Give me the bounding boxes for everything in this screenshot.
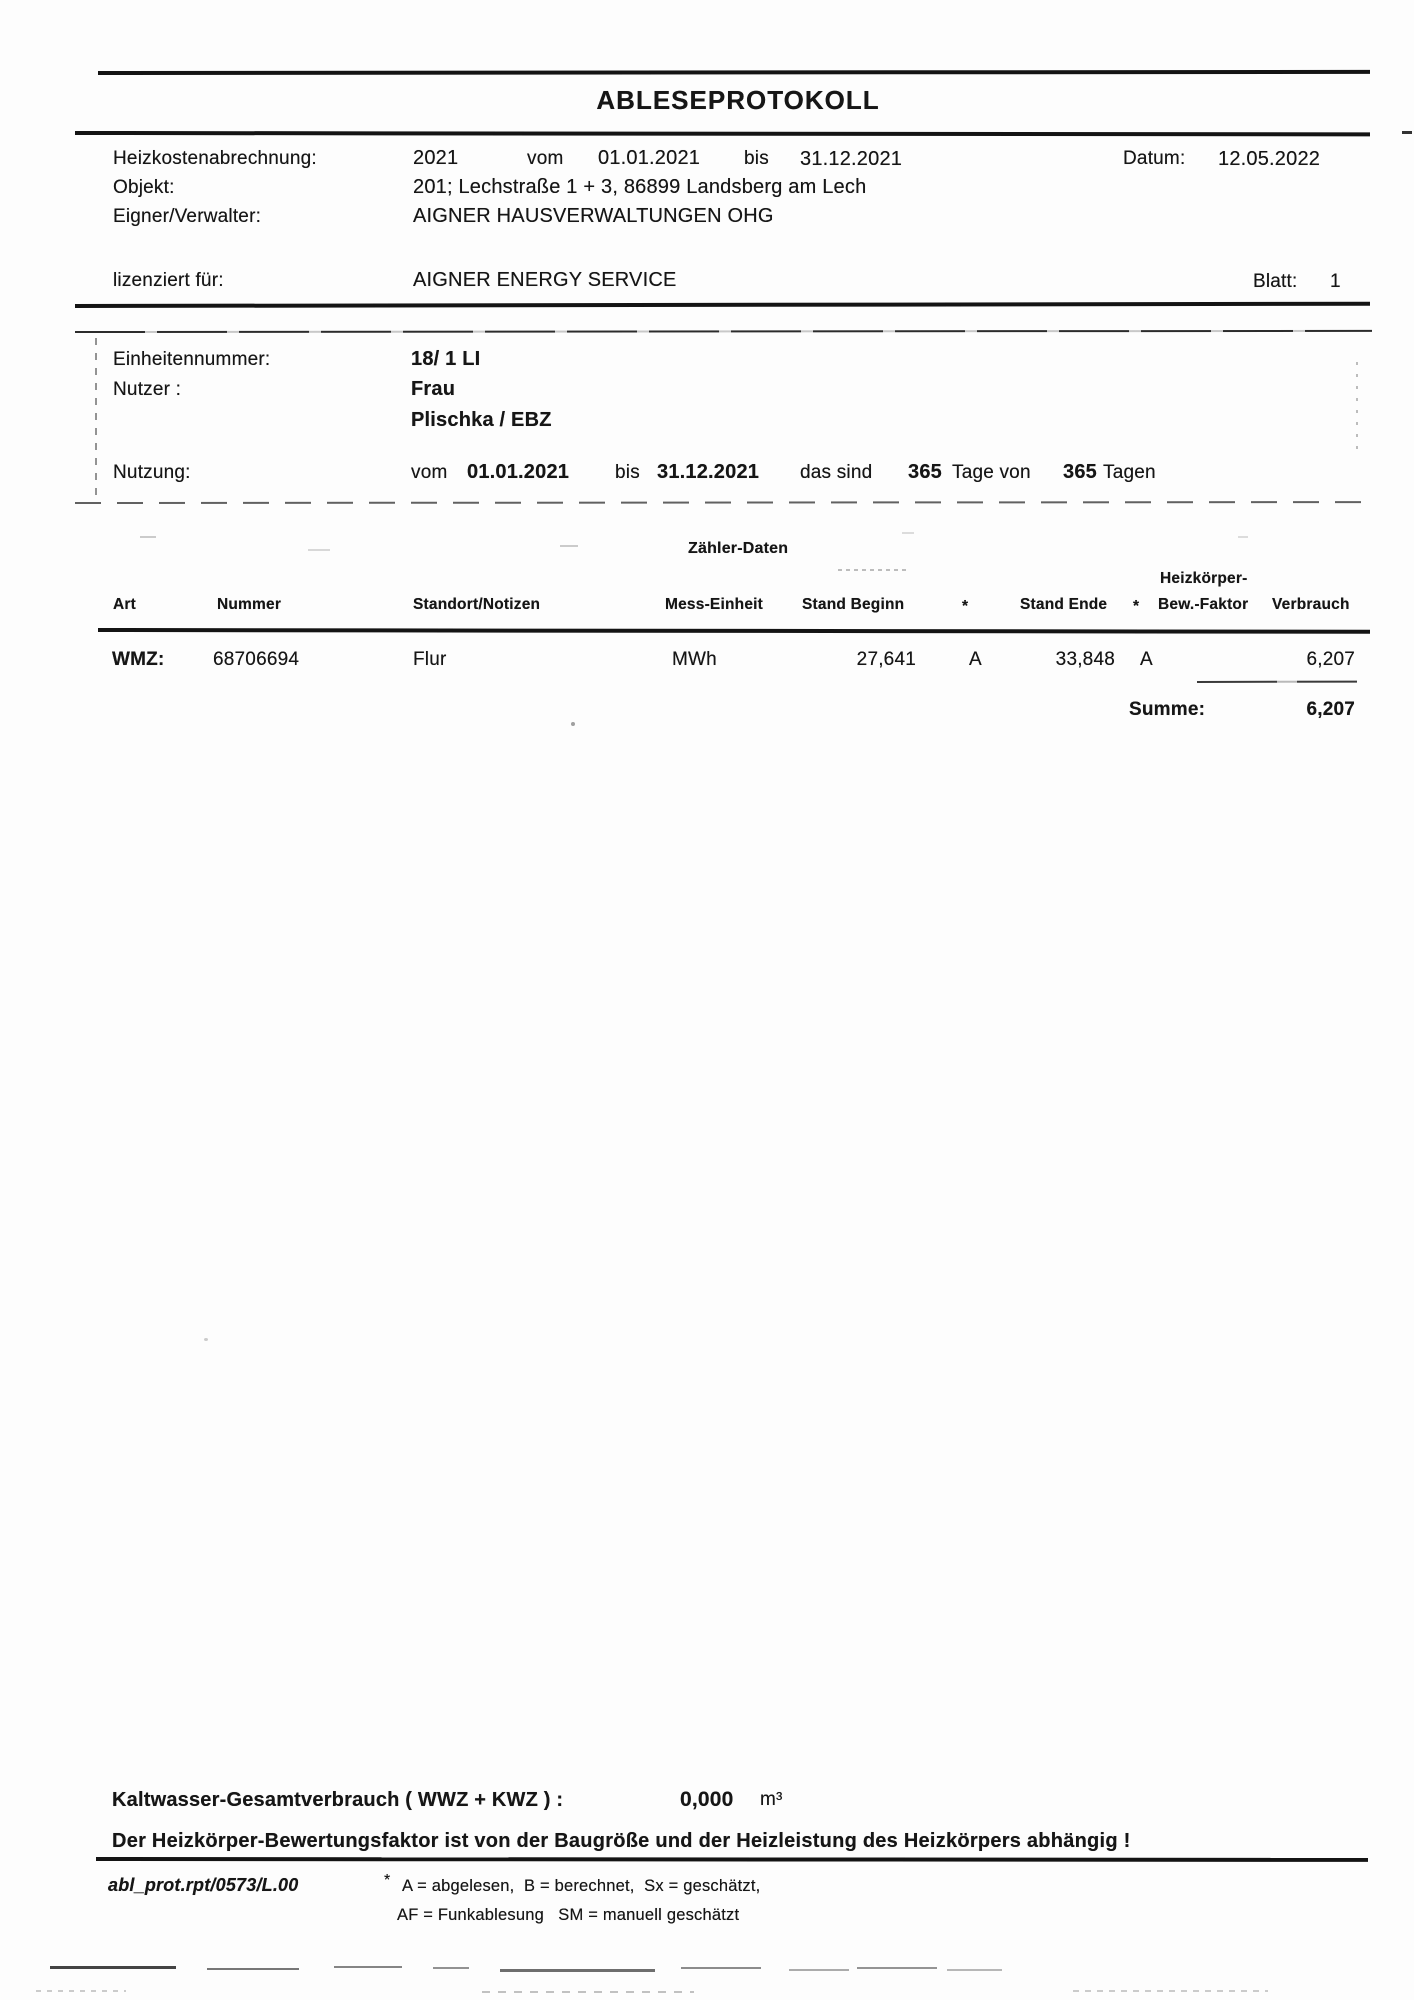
col-header-standort: Standort/Notizen: [413, 596, 541, 613]
eigner-label: Eigner/Verwalter:: [113, 206, 262, 227]
scan-artifact: [571, 722, 575, 726]
legend-line2: AF = Funkablesung SM = manuell geschätzt: [397, 1906, 740, 1924]
scan-artifact: [140, 536, 156, 538]
scan-artifact: [789, 1969, 849, 1971]
row-stand-beginn: 27,641: [856, 649, 916, 670]
lizenziert-value: AIGNER ENERGY SERVICE: [413, 269, 677, 291]
eigner-value: AIGNER HAUSVERWALTUNGEN OHG: [413, 205, 774, 227]
col-header-star2: *: [1133, 598, 1140, 615]
scan-artifact: [207, 1968, 299, 1970]
objekt-label: Objekt:: [113, 177, 175, 198]
nutzer-value-line2: Plischka / EBZ: [411, 409, 552, 431]
nutzer-value-line1: Frau: [411, 378, 456, 400]
lizenziert-label: lizenziert für:: [113, 270, 224, 291]
scan-artifact: [857, 1967, 937, 1969]
row-flag-ende: A: [1140, 649, 1153, 670]
vom-label: vom: [527, 148, 564, 169]
scan-artifact: [36, 1990, 126, 1992]
unit-bottom-dashed-rule: [75, 501, 1372, 504]
nutzung-bis-label: bis: [615, 462, 640, 483]
hinweis-text: Der Heizkörper-Bewertungsfaktor ist von der Baugröße und der Heizleistung des Heizkörpers abhängig !: [112, 1830, 1131, 1852]
table-header-rule: [98, 628, 1370, 634]
datum-label: Datum:: [1123, 148, 1186, 169]
scan-artifact: [204, 1338, 208, 1341]
top-rule: [98, 70, 1370, 75]
row-standort: Flur: [413, 649, 447, 670]
bis-label: bis: [744, 148, 769, 169]
nutzung-start: 01.01.2021: [467, 461, 570, 483]
unit-left-dashed-border: [95, 338, 97, 500]
scan-artifact: [50, 1966, 176, 1969]
nutzer-label: Nutzer :: [113, 379, 182, 400]
footer-rule: [96, 1857, 1368, 1862]
scan-artifact: [308, 549, 330, 551]
table-section-title: Zähler-Daten: [688, 540, 789, 557]
scan-artifact: [1238, 536, 1248, 538]
row-flag-beginn: A: [969, 649, 982, 670]
nutzung-end: 31.12.2021: [657, 461, 760, 483]
abrechnung-year: 2021: [413, 147, 459, 169]
page-title: ABLESEPROTOKOLL: [596, 85, 880, 115]
blatt-label: Blatt:: [1253, 271, 1298, 292]
row-art: WMZ:: [112, 649, 165, 670]
col-header-verbrauch: Verbrauch: [1272, 596, 1350, 613]
row-nummer: 68706694: [213, 649, 300, 670]
summe-label: Summe:: [1129, 699, 1206, 720]
scan-artifact: [560, 545, 578, 547]
nutzung-vom-label: vom: [411, 462, 448, 483]
col-header-art: Art: [113, 596, 136, 613]
scan-artifact: [433, 1967, 469, 1969]
summe-rule: [1197, 681, 1357, 683]
title-underline: [75, 131, 1370, 136]
tage-value: 365: [908, 461, 942, 483]
tagen-label: Tagen: [1103, 462, 1156, 483]
scan-artifact: [1402, 131, 1412, 134]
tage-von-label: Tage von: [952, 462, 1031, 483]
header-separator-thick: [75, 302, 1370, 308]
kaltwasser-value: 0,000: [680, 1788, 734, 1811]
objekt-value: 201; Lechstraße 1 + 3, 86899 Landsberg am Lech: [413, 176, 867, 198]
scan-artifact: [334, 1966, 402, 1968]
legend-line1: A = abgelesen, B = berechnet, Sx = geschätzt,: [402, 1877, 761, 1895]
scan-artifact: [482, 1991, 694, 1993]
unit-right-dotted-border: [1356, 362, 1358, 458]
col-header-mess-einheit: Mess-Einheit: [665, 596, 764, 613]
col-header-stand-beginn: Stand Beginn: [802, 596, 905, 613]
einheitennummer-label: Einheitennummer:: [113, 349, 271, 370]
col-header-heizkoerper: Heizkörper-: [1160, 570, 1248, 587]
kaltwasser-label: Kaltwasser-Gesamtverbrauch ( WWZ + KWZ ) :: [112, 1789, 564, 1811]
col-header-bew-faktor: Bew.-Faktor: [1158, 596, 1249, 613]
kaltwasser-unit: m³: [760, 1789, 783, 1810]
tagen-value: 365: [1063, 461, 1097, 483]
einheitennummer-value: 18/ 1 LI: [411, 348, 481, 370]
header-separator-thin: [75, 330, 1372, 333]
period-start: 01.01.2021: [598, 147, 701, 169]
blatt-value: 1: [1330, 271, 1341, 292]
scan-artifact: [947, 1969, 1002, 1971]
col-header-stand-ende: Stand Ende: [1020, 596, 1108, 613]
das-sind-label: das sind: [800, 462, 873, 483]
row-mess-einheit: MWh: [672, 649, 717, 670]
scan-artifact: [902, 532, 914, 534]
legend-star: *: [384, 1872, 391, 1889]
row-verbrauch: 6,207: [1306, 649, 1355, 670]
datum-value: 12.05.2022: [1218, 148, 1321, 170]
abrechnung-label: Heizkostenabrechnung:: [113, 148, 317, 169]
scan-artifact: [500, 1969, 655, 1972]
nutzung-label: Nutzung:: [113, 462, 191, 483]
summe-value: 6,207: [1306, 699, 1355, 720]
col-header-nummer: Nummer: [217, 596, 282, 613]
report-id: abl_prot.rpt/0573/L.00: [108, 1875, 299, 1895]
scan-artifact: [838, 569, 910, 571]
scan-artifact: [681, 1967, 761, 1969]
col-header-star1: *: [962, 598, 969, 615]
scan-artifact: [1073, 1990, 1268, 1992]
period-end: 31.12.2021: [800, 148, 903, 170]
row-stand-ende: 33,848: [1055, 649, 1115, 670]
